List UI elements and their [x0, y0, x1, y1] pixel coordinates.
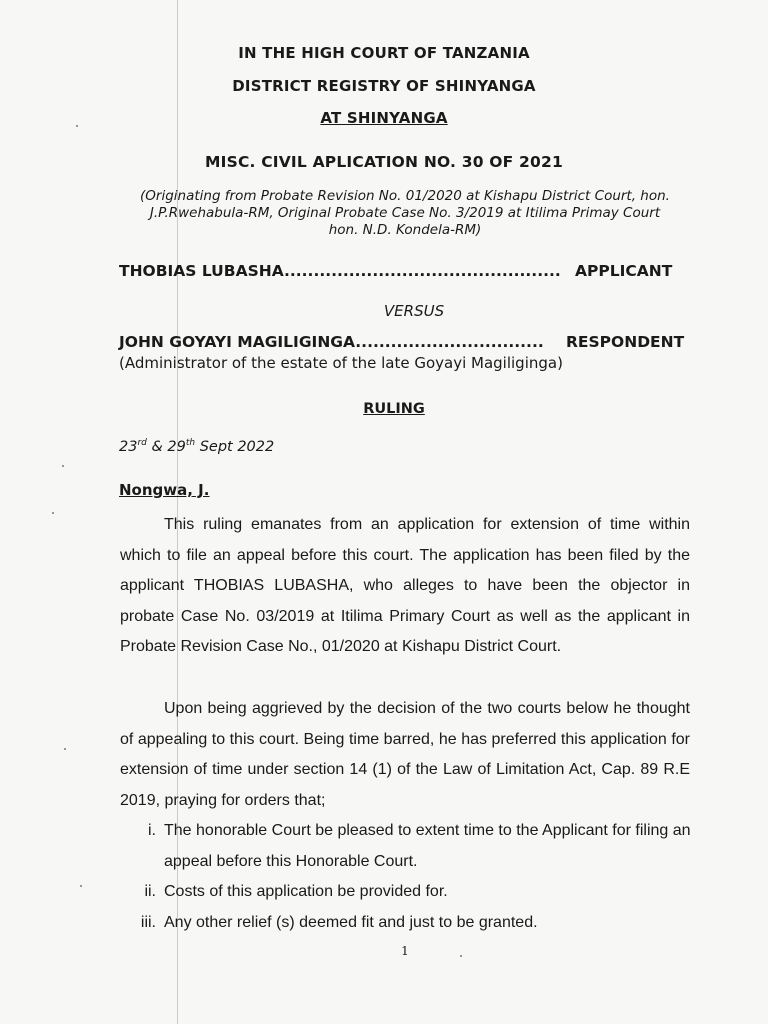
applicant-line	[119, 262, 561, 280]
list-item	[120, 908, 695, 939]
judge-name: Nongwa, J.	[119, 481, 210, 499]
list-item	[120, 877, 695, 908]
respondent-role: RESPONDENT	[566, 333, 685, 351]
origin-note	[125, 188, 685, 239]
origin-line-2: J.P.Rwehabula-RM, Original Probate Case No. 3/2019 at Itilima Primay Court	[149, 205, 661, 221]
list-item-number: ii.	[144, 883, 156, 900]
respondent-line	[119, 333, 544, 351]
location-wrap	[0, 109, 768, 127]
applicant-role: APPLICANT	[575, 262, 673, 280]
ruling-heading: RULING	[363, 401, 425, 417]
origin-line-3: hon. N.D. Kondela-RM)	[328, 222, 482, 238]
paragraph-2: Upon being aggrieved by the decision of the two courts below he thought of appealing to this court. Being time barred, he has preferred this application for extension of time under section 14 (1) of the Law of Limitation Act, Cap. 89 R.E 2019, praying for orders that;	[120, 700, 690, 809]
registry-title: DISTRICT REGISTRY OF SHINYANGA	[232, 77, 536, 95]
list-item-number: i.	[148, 822, 156, 839]
page-number: 1	[401, 944, 409, 958]
scan-speck	[52, 512, 54, 514]
versus-label: VERSUS	[383, 302, 445, 320]
list-item-number: iii.	[140, 913, 156, 931]
scan-speck	[76, 125, 78, 127]
applicant-dots: ...............................................	[284, 262, 561, 280]
scan-speck	[460, 955, 462, 957]
applicant-name: THOBIAS LUBASHA	[119, 262, 284, 280]
scan-speck	[80, 885, 82, 887]
list-item-text: Costs of this application be provided for.	[164, 883, 448, 900]
origin-line-1: (Originating from Probate Revision No. 01/2020 at Kishapu District Court, hon.	[140, 188, 670, 204]
case-number: MISC. CIVIL APLICATION NO. 30 OF 2021	[204, 153, 563, 171]
paragraph-1: This ruling emanates from an application for extension of time within which to file an appeal before this court. The application has been filed by the applicant THOBIAS LUBASHA, who alleges to have been the objector in probate Case No. 03/2019 at Itilima Primary Court as well as the applicant in Probate Revision Case No., 01/2020 at Kishapu District Court.	[120, 516, 690, 655]
scan-speck	[64, 748, 66, 750]
respondent-dots: ................................	[355, 333, 544, 351]
respondent-note: (Administrator of the estate of the late Goyayi Magiliginga)	[119, 354, 563, 372]
ruling-wrap	[10, 401, 768, 417]
court-title: IN THE HIGH COURT OF TANZANIA	[238, 44, 530, 62]
scan-speck	[62, 465, 64, 467]
list-item-text: The honorable Court be pleased to extent time to the Applicant for filing an appeal before this Honorable Court.	[164, 822, 691, 870]
orders-list	[120, 816, 695, 938]
respondent-name: JOHN GOYAYI MAGILIGINGA	[119, 333, 356, 351]
location-title: AT SHINYANGA	[320, 109, 448, 127]
list-item-text: Any other relief (s) deemed fit and just to be granted.	[164, 913, 538, 931]
ruling-dates: 23rd & 29th Sept 2022	[119, 438, 275, 455]
list-item	[120, 816, 695, 877]
